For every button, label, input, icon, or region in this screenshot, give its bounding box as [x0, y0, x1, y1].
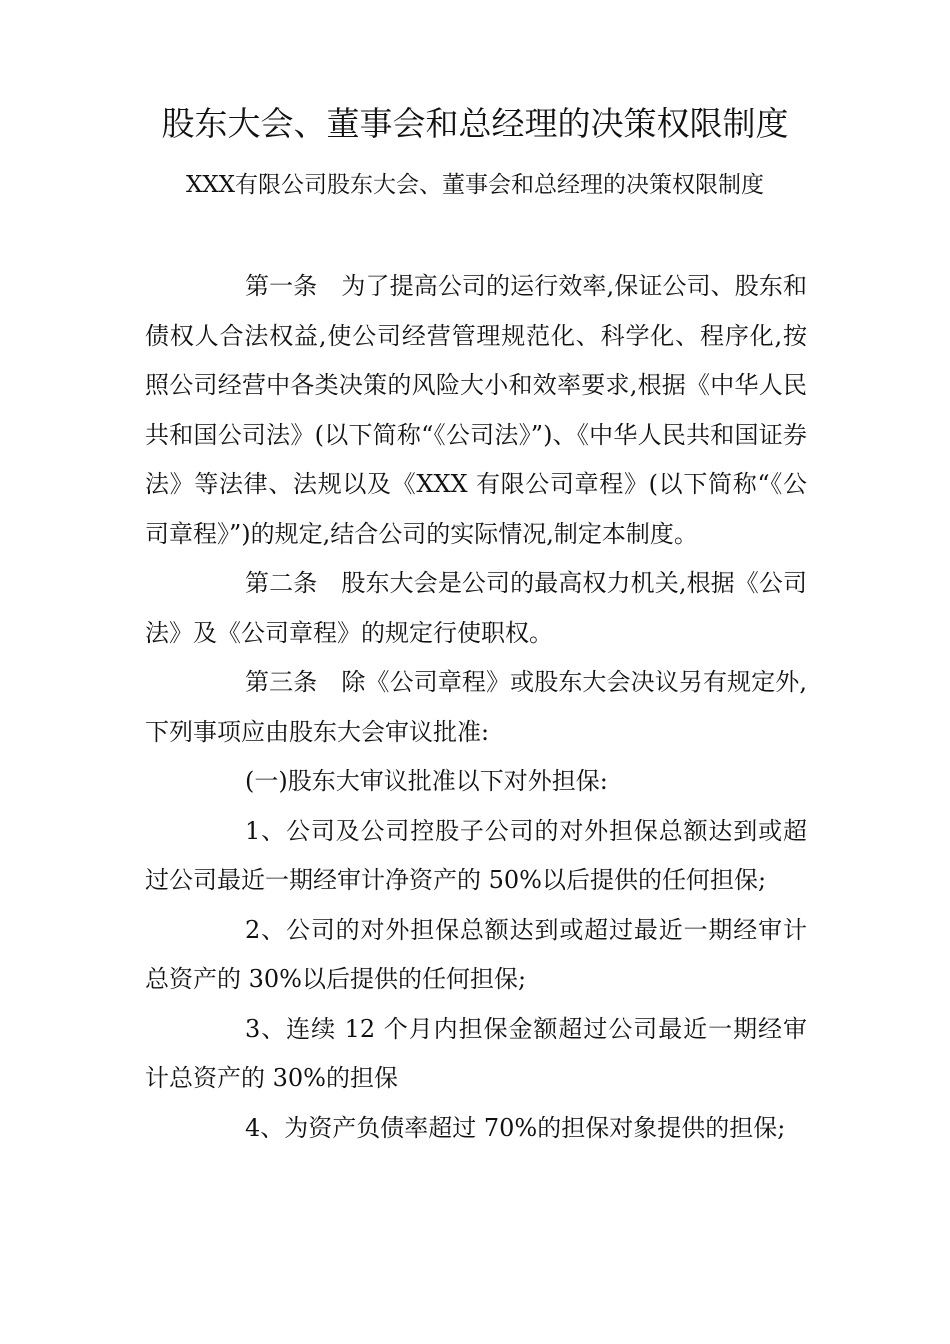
paragraph-subitem-2: 2、公司的对外担保总额达到或超过最近一期经审计总资产的 30%以后提供的任何担保; — [145, 915, 807, 993]
document-body — [145, 262, 807, 1153]
paragraph-article-1: 第一条 为了提高公司的运行效率,保证公司、股东和债权人合法权益,使公司经营管理规范化、科学化、程序化,按照公司经营中各类决策的风险大小和效率要求,根据《中华人民共和国公司法》(以下简称“《公司法》”)、《中华人民共和国证券法》等法律、法规以及《XXX 有限公司章程》(以下简称“《公司章程》”)的规定,结合公司的实际情况,制定本制度。 — [145, 272, 807, 548]
paragraph-subitem-3: 3、连续 12 个月内担保金额超过公司最近一期经审计总资产的 30%的担保 — [145, 1014, 807, 1092]
paragraph-subitem-1: 1、公司及公司控股子公司的对外担保总额达到或超过公司最近一期经审计净资产的 50%以后提供的任何担保; — [145, 816, 807, 894]
paragraph-subitem-4: 4、为资产负债率超过 70%的担保对象提供的担保; — [245, 1113, 786, 1142]
document-title: 股东大会、董事会和总经理的决策权限制度 — [161, 104, 789, 143]
paragraph-item-1: (一)股东大审议批准以下对外担保: — [245, 767, 608, 795]
paragraph-article-3: 第三条 除《公司章程》或股东大会决议另有规定外,下列事项应由股东大会审议批准: — [145, 668, 807, 746]
paragraph-article-2: 第二条 股东大会是公司的最高权力机关,根据《公司法》及《公司章程》的规定行使职权。 — [145, 569, 807, 647]
document-subtitle: XXX有限公司股东大会、董事会和总经理的决策权限制度 — [185, 172, 765, 198]
